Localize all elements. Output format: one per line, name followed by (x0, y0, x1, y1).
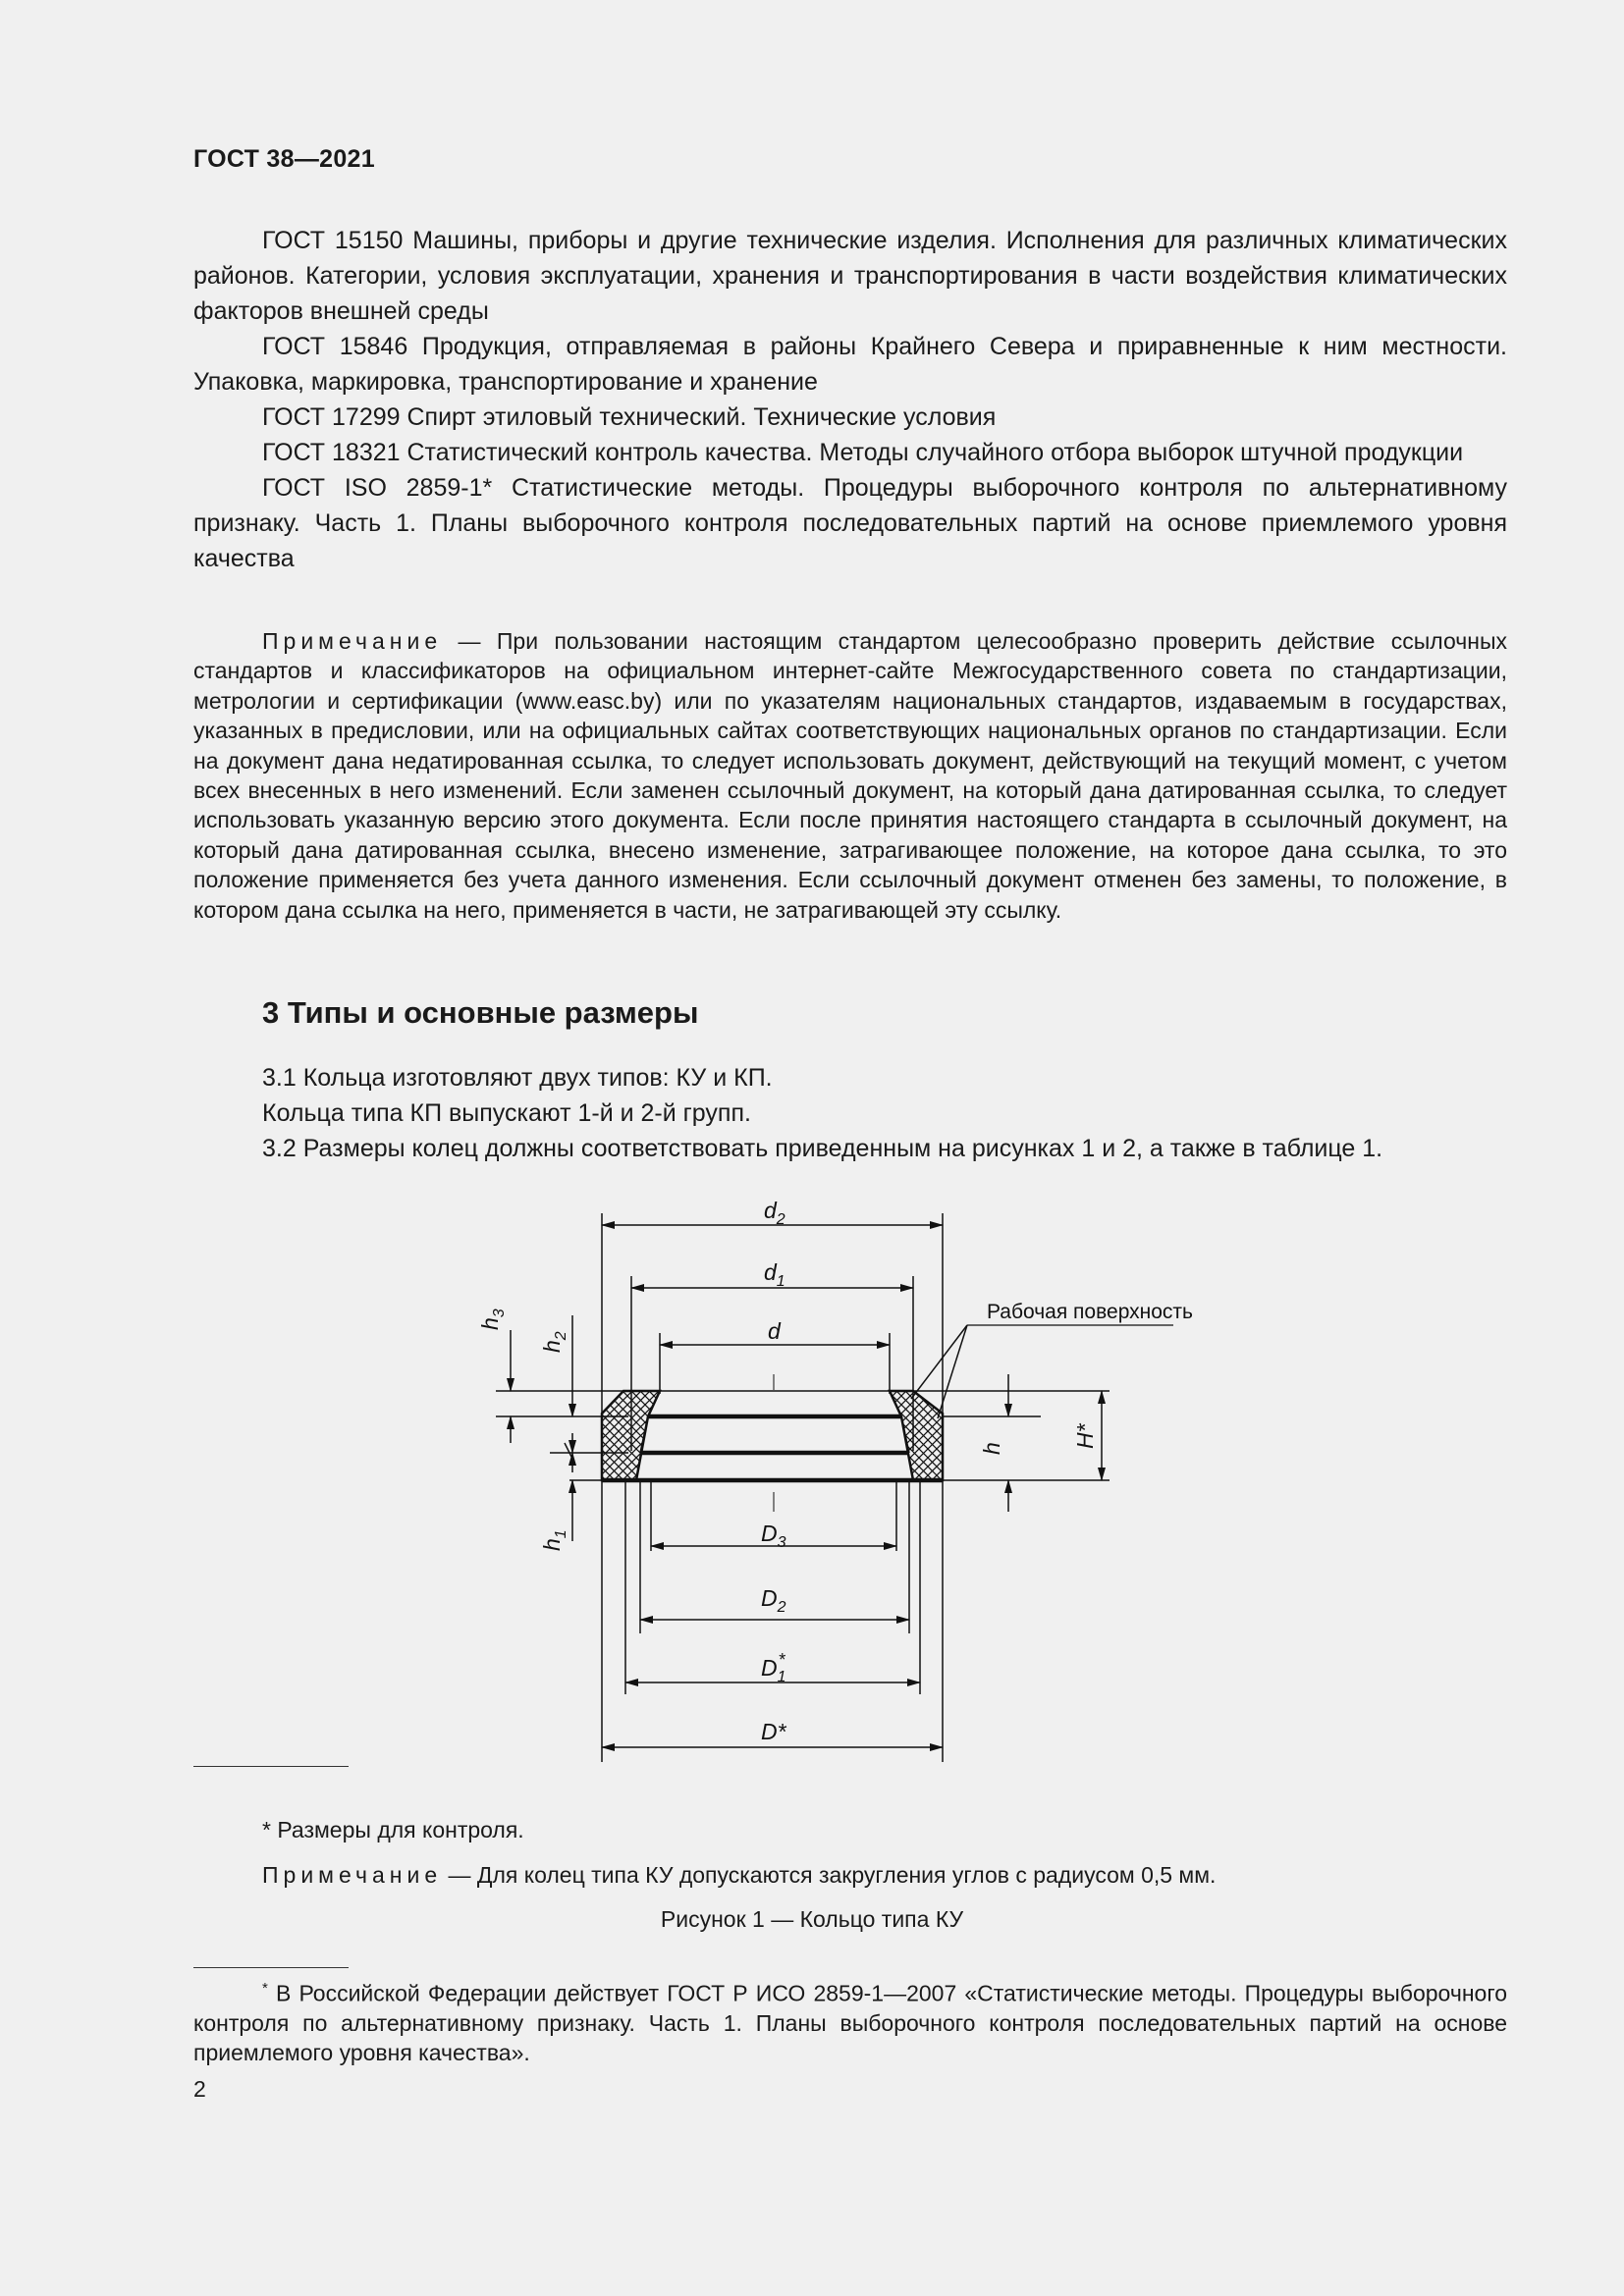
label-d2: $d_2$ (764, 1198, 785, 1228)
label-D1: $D_1*$ (761, 1650, 786, 1685)
label-d1: $d_1$ (764, 1259, 785, 1290)
clause-3-1-groups: Кольца типа КП выпускают 1-й и 2-й групп. (262, 1099, 751, 1127)
normative-references (193, 223, 1507, 576)
reference-item: ГОСТ ISO 2859-1* Статистические методы. Процедуры выборочного контроля по альтернативному признаку. Часть 1. Планы выборочного контроля последовательных партий на основе приемлемого уровня качества (193, 474, 1507, 572)
figure-footnote-rule (193, 1766, 349, 1767)
figure-caption: Рисунок 1 — Кольцо типа КУ (660, 1906, 964, 1932)
label-work-surface: Рабочая поверхность (987, 1301, 1193, 1323)
figure-note (262, 1862, 1216, 1889)
label-D2: $D_2$ (761, 1585, 786, 1616)
reference-item: ГОСТ 17299 Спирт этиловый технический. Технические условия (262, 403, 997, 431)
label-h2: $h_2$ (539, 1331, 569, 1353)
figure-note-label: Примечание (262, 1862, 443, 1888)
clause-3-1: 3.1 Кольца изготовляют двух типов: КУ и КП. (262, 1064, 773, 1092)
label-D3: $D_3$ (761, 1521, 786, 1551)
figure-footnote: * Размеры для контроля. (262, 1817, 524, 1842)
figure-note-text: — Для колец типа КУ допускаются закругления углов с радиусом 0,5 мм. (442, 1862, 1217, 1888)
page-footnote-rule (193, 1967, 349, 1968)
page-number: 2 (193, 2076, 206, 2102)
clause-3-2: 3.2 Размеры колец должны соответствовать приведенным на рисунках 1 и 2, а также в таблице 1. (262, 1135, 1383, 1162)
page-footnote (193, 1974, 1507, 2068)
reference-item: ГОСТ 15846 Продукция, отправляемая в районы Крайнего Севера и приравненные к ним местности. Упаковка, маркировка, транспортирование и хранение (193, 333, 1507, 396)
references-note (193, 626, 1507, 925)
label-h: h (979, 1442, 1004, 1455)
label-h1: $h_1$ (539, 1529, 569, 1551)
reference-item: ГОСТ 18321 Статистический контроль качества. Методы случайного отбора выборок штучной продукции (262, 439, 1464, 466)
footnote-text: В Российской Федерации действует ГОСТ Р ИСО 2859-1—2007 «Статистические методы. Процедуры выборочного контроля по альтернативному признаку. Часть 1. Планы выборочного контроля последовательных партий на основе приемлемого уровня качества». (193, 1980, 1507, 2066)
label-d: d (768, 1318, 781, 1344)
document-header: ГОСТ 38—2021 (193, 145, 375, 173)
reference-item: ГОСТ 15150 Машины, приборы и другие технические изделия. Исполнения для различных климатических районов. Категории, условия эксплуатации, хранения и транспортирования в части воздействия климатических факторов внешней среды (193, 227, 1507, 325)
label-H: H* (1072, 1423, 1098, 1449)
footnote-mark: * (262, 1980, 268, 1997)
note-label: Примечание (262, 628, 443, 654)
section-title: 3 Типы и основные размеры (262, 995, 699, 1030)
note-body: — При пользовании настоящим стандартом целесообразно проверить действие ссылочных стандартов и классификаторов на официальном интернет-сайте Межгосударственного совета по стандартизации, метрологии и сертификации (www.easc.by) или по указателям национальных стандартов, издаваемым в государствах, указанных в предисловии, или на официальных сайтах соответствующих национальных органов по стандартизации. Если на документ дана недатированная ссылка, то следует использовать документ, действующий на текущий момент, с учетом всех внесенных в него изменений. Если заменен ссылочный документ, на который дана датированная ссылка, то следует использовать указанную версию этого документа. Если после принятия настоящего стандарта в ссылочный документ, на который дана датированная ссылка, внесено изменение, затрагивающее положение, на которое дана ссылка, то это положение применяется без учета данного изменения. Если ссылочный документ отменен без замены, то положение, в котором дана ссылка на него, применяется в части, не затрагивающей эту ссылку. (193, 628, 1507, 923)
label-D: D* (761, 1719, 786, 1744)
ring-ku-drawing (0, 1178, 1624, 1787)
label-h3: $h_3$ (477, 1308, 508, 1330)
